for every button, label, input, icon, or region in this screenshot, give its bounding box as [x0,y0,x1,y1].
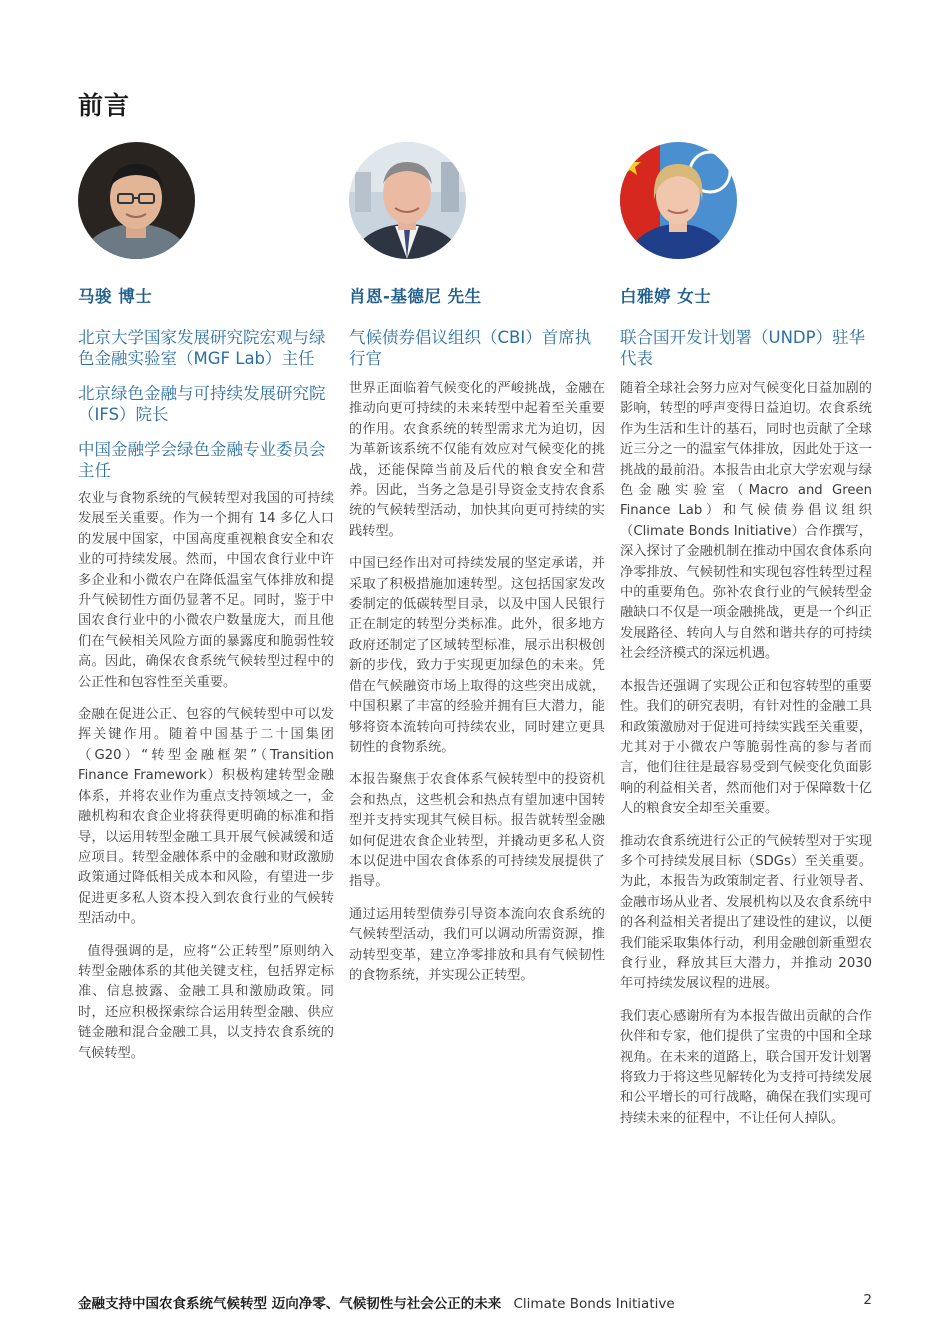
body-paragraph: 随着全球社会努力应对气候变化日益加剧的影响，转型的呼声变得日益迫切。农食系统作为生活和生计的基石，同时也贡献了全球近三分之一的温室气体排放，因此处于这一挑战的最前沿。本报告由北京大学宏观与绿色金融实验室（Macro and Green Finance Lab）和气候债券倡议组织（Climate Bonds Initiative）合作撰写，深入探讨了金融机制在推动中国农食体系向净零排放、气候韧性和实现包容性转型过程中的重要角色。弥补农食行业的气候转型金融缺口不仅是一项金融挑战，更是一个纠正发展路径、转向人与自然和谐共存的可持续社会经济模式的深远机遇。 [620,381,872,662]
body-paragraph: 值得强调的是，应将“公正转型”原则纳入转型金融体系的其他关键支柱，包括界定标准、信息披露、金融工具和激励政策。同时，还应积极探索综合运用转型金融、供应链金融和混合金融工具，以支持农食系统的气候转型。 [78,943,334,1061]
body-paragraph: 中国已经作出对可持续发展的坚定承诺，并采取了积极措施加速转型。这包括国家发改委制定的低碳转型目录，以及中国人民银行正在制定的转型分类标准。此外，很多地方政府还制定了区域转型标准，展示出积极创新的步伐，致力于实现更加绿色的未来。凭借在气候融资市场上取得的这些突出成就，中国积累了丰富的经验并拥有巨大潜力，能够将资本流转向可持续农业，同时建立更具韧性的食物系统。 [349,556,605,755]
footer-organization: Climate Bonds Initiative [513,1296,675,1312]
foreword-body [620,379,872,1129]
person-name: 马骏 博士 [78,287,153,306]
person-titles [78,327,334,481]
footer-report-title: 金融支持中国农食系统气候转型 迈向净零、气候韧性与社会公正的未来 [78,1296,502,1312]
body-paragraph: 推动农食系统进行公正的气候转型对于实现多个可持续发展目标（SDGs）至关重要。为此，本报告为政策制定者、行业领导者、金融市场从业者、发展机构以及农食系统中的各利益相关者提出了建设性的建议，以便我们能采取集体行动，利用金融创新重塑农食行业，释放其巨大潜力，并推动 2030 年可持续发展议程的进展。 [620,833,872,992]
person-role: 气候债券倡议组织（CBI）首席执行官 [349,328,592,368]
foreword-column-beate-trankmann [620,142,872,1141]
foreword-body [349,379,605,986]
person-name: 白雅婷 女士 [620,287,712,306]
portrait-photo [78,142,195,259]
body-paragraph: 世界正面临着气候变化的严峻挑战，金融在推动向更可持续的未来转型中起着至关重要的作用。农食系统的转型需求尤为迫切，因为革新该系统不仅能有效应对气候变化的挑战，还能保障当前及后代的粮食安全和营养。因此，当务之急是引导资金支持农食系统的气候转型活动，加快其向更可持续的实践转型。 [349,381,605,539]
body-paragraph: 本报告聚焦于农食体系气候转型中的投资机会和热点，这些机会和热点有望加速中国转型并支持实现其气候目标。报告就转型金融如何促进农食企业转型，并撬动更多私人资本以促进中国农食体系的可持续发展提供了指导。 [349,772,605,890]
page-footer [78,1292,872,1312]
person-role: 北京大学国家发展研究院宏观与绿色金融实验室（MGF Lab）主任 [78,328,326,368]
body-paragraph: 金融在促进公正、包容的气候转型中可以发挥关键作用。随着中国基于二十国集团（G20）“转型金融框架”（Transition Finance Framework）积极构建转型金融体系，并将农业作为重点支持领域之一，金融机构和农食企业将获得更明确的标准和指导，以运用转型金融工具开展气候减缓和适应项目。转型金融体系中的金融和财政激励政策通过降低相关成本和风险，有望进一步促进更多私人资本投入到农食行业的气候转型活动中。 [78,707,334,927]
page-number: 2 [863,1292,872,1308]
portrait-photo [620,142,737,259]
person-name: 肖恩-基德尼 先生 [349,287,482,306]
portrait-photo [349,142,466,259]
person-role: 中国金融学会绿色金融专业委员会主任 [78,440,326,480]
body-paragraph: 农业与食物系统的气候转型对我国的可持续发展至关重要。作为一个拥有 14 多亿人口的发展中国家，中国高度重视粮食安全和农业的可持续发展。然而，中国农食行业中许多企业和小微农户在降低温室气体排放和提升气候韧性方面仍显著不足。同时，鉴于中国农食行业中的小微农户数量庞大，而且他们在气候相关风险方面的暴露度和脆弱性较高。因此，确保农食系统气候转型过程中的公正性和包容性至关重要。 [78,491,334,690]
body-paragraph: 我们衷心感谢所有为本报告做出贡献的合作伙伴和专家，他们提供了宝贵的中国和全球视角。在未来的道路上，联合国开发计划署将致力于将这些见解转化为支持可持续发展和公平增长的可行战略，确保在我们实现可持续未来的征程中，不让任何人掉队。 [620,1008,872,1126]
person-titles [349,327,605,369]
foreword-body [78,489,334,1064]
page-title: 前言 [78,91,131,120]
body-paragraph: 通过运用转型债券引导资本流向农食系统的气候转型活动，我们可以调动所需资源，推动转型变革，建立净零排放和具有气候韧性的食物系统，并实现公正转型。 [349,906,605,983]
foreword-column-sean-kidney [349,142,605,998]
person-titles [620,327,872,369]
person-role: 联合国开发计划署（UNDP）驻华代表 [620,328,866,368]
foreword-column-ma-jun [78,142,334,1076]
person-role: 北京绿色金融与可持续发展研究院（IFS）院长 [78,384,326,424]
body-paragraph: 本报告还强调了实现公正和包容转型的重要性。我们的研究表明，有针对性的金融工具和政策激励对于促进可持续实践至关重要，尤其对于小微农户等脆弱性高的参与者而言，他们往往是最容易受到气候变化负面影响的利益相关者，然而他们对于保障数十亿人的粮食安全却至关重要。 [620,678,872,817]
